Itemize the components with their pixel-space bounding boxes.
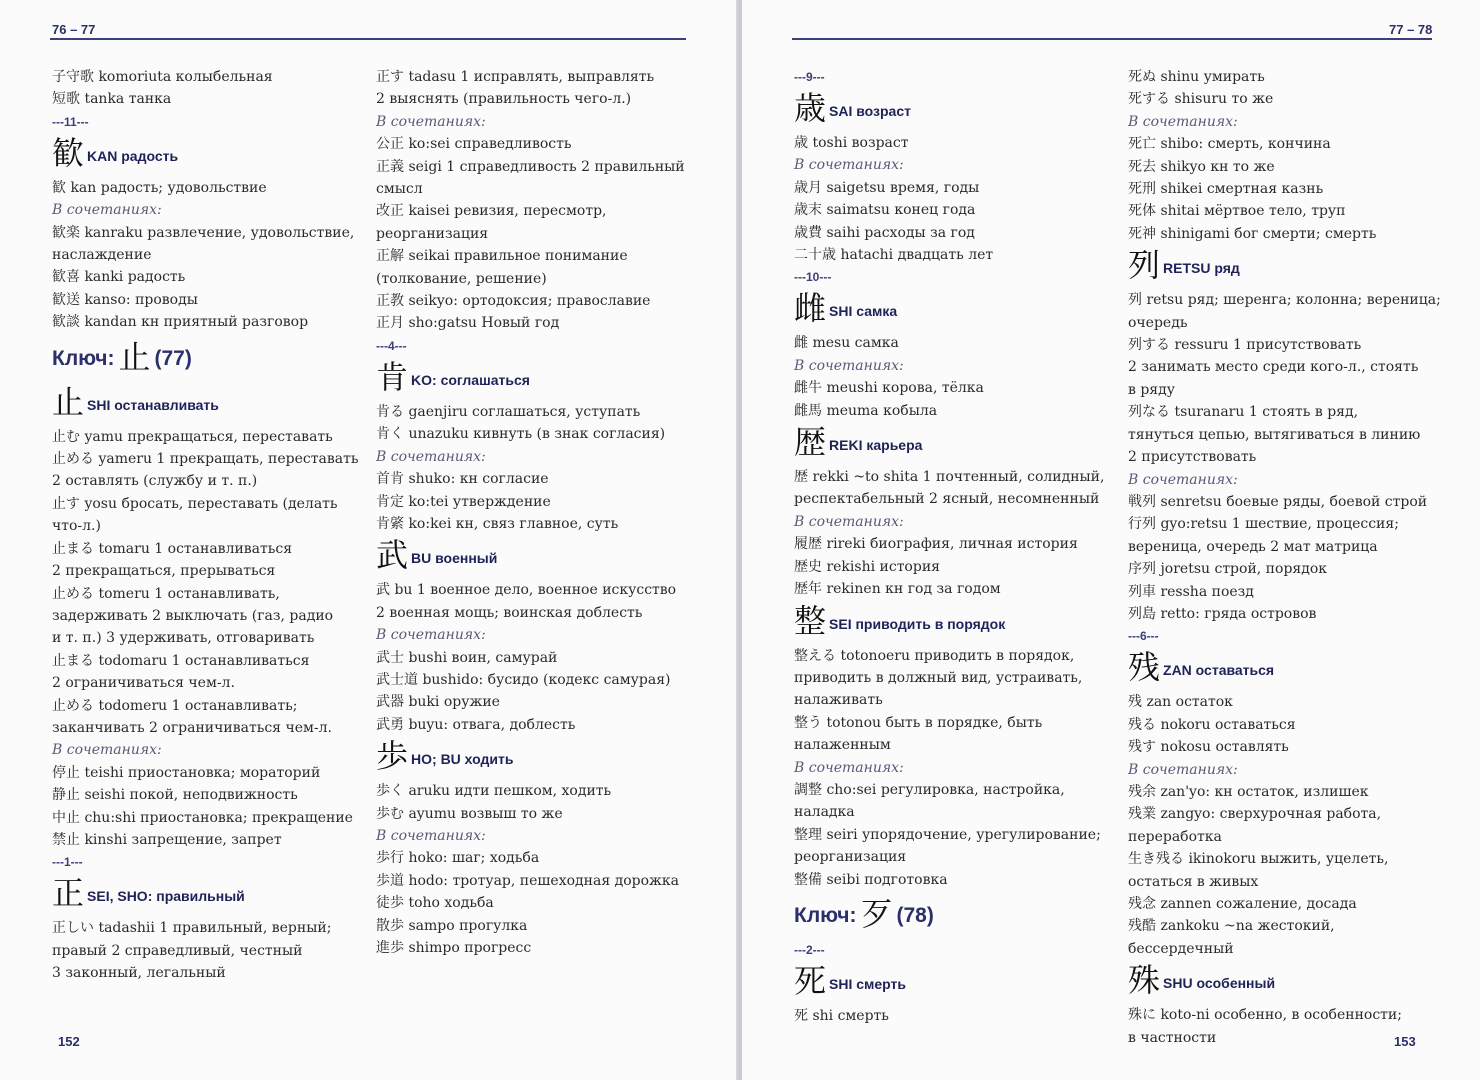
entry-line: 肯る gaenjiru соглашаться, уступать: [376, 403, 641, 420]
entry-line: 雌 mesu самка: [794, 335, 899, 352]
entry-line: 歳 toshi возраст: [794, 135, 909, 151]
entry-line: 履歴 rireki биография, личная история: [794, 536, 1078, 553]
entry-line: приводить в должный вид, устраивать,: [794, 669, 1083, 686]
radical-character: 歹: [860, 894, 893, 933]
right-header-rule: [792, 38, 1432, 40]
entry-line: 残る nokoru оставаться: [1128, 716, 1296, 733]
kanji-character: 死: [794, 961, 827, 1000]
entry-line: 改正 kaisei ревизия, пересмотр,: [376, 203, 607, 220]
entry-line: задерживать 2 выключать (газ, радио: [52, 607, 334, 624]
entry-line: 止める tomeru 1 останавливать,: [52, 585, 280, 602]
entry-line: наслаждение: [52, 247, 152, 264]
entry-line: остаться в живых: [1128, 873, 1259, 890]
entry-line: 歴 rekki ~to shita 1 почтенный, солидный,: [794, 469, 1105, 486]
entry-line: 歓喜 kanki радость: [52, 269, 186, 286]
kanji-character: 正: [52, 874, 85, 913]
entry-line: 列なる tsuranaru 1 стоять в ряд,: [1128, 404, 1359, 421]
entry-line: 残 zan остаток: [1128, 694, 1233, 711]
entry-line: 生き残る ikinokoru выжить, уцелеть,: [1128, 851, 1389, 868]
kanji-character: 残: [1128, 648, 1161, 687]
kanji-reading: SAI возраст: [829, 103, 911, 119]
kanji-reading: SHI самка: [829, 303, 898, 320]
kanji-character: 武: [376, 536, 409, 575]
entry-line: 歳月 saigetsu время, годы: [794, 179, 980, 196]
kanji-character: 雌: [794, 289, 827, 328]
entry-line: 停止 teishi приостановка; мораторий: [52, 764, 321, 781]
kanji-character: 肯: [376, 357, 409, 396]
entry-line: налаживать: [794, 692, 883, 709]
entry-line: 整備 seibi подготовка: [794, 871, 948, 888]
entry-line: 残念 zannen сожаление, досада: [1128, 896, 1357, 912]
kanji-headword: [794, 601, 1109, 645]
kanji-headword: [52, 133, 367, 177]
entry-line: смысл: [376, 181, 423, 198]
entry-line: 残業 zangyo: сверхурочная работа,: [1128, 806, 1382, 823]
kanji-character: 歴: [794, 423, 827, 462]
entry-line: что-л.): [52, 518, 101, 535]
entry-line: 止む yamu прекращаться, переставать: [52, 428, 333, 445]
entry-line: 止まる todomaru 1 останавливаться: [52, 652, 310, 669]
kanji-headword: [376, 535, 691, 579]
entry-line: 列島 retto: гряда островов: [1128, 605, 1317, 622]
entry-line: 整える totonoeru приводить в порядок,: [794, 647, 1075, 664]
entry-line: 列する ressuru 1 присутствовать: [1128, 337, 1362, 354]
radical-key-label: Ключ:: [794, 903, 857, 927]
entry-line: 歩行 hoko: шаг; ходьба: [376, 850, 540, 867]
kanji-headword: [794, 288, 1109, 332]
stroke-count-divider: ---9---: [794, 70, 825, 84]
entry-line: 列 retsu ряд; шеренга; колонна; вереница;: [1128, 292, 1441, 309]
entry-line: 静止 seishi покой, неподвижность: [52, 787, 298, 804]
entry-line: 雌馬 meuma кобыла: [794, 402, 938, 419]
radical-key-heading: [794, 891, 1109, 939]
radical-number: (77): [154, 346, 192, 370]
entry-line: 2 военная мощь; воинская доблесть: [376, 604, 643, 621]
entry-line: и т. п.) 3 удерживать, отговаривать: [52, 630, 315, 647]
entry-line: 死亡 shibo: смерть, кончина: [1128, 136, 1331, 153]
entry-line: 歓 kan радость; удовольствие: [52, 179, 267, 196]
entry-line: 残酷 zankoku ~na жестокий, бессердечный: [1128, 918, 1335, 957]
kanji-headword: [794, 88, 1109, 132]
entry-line: 2 занимать место среди кого-л., стоять: [1128, 359, 1419, 376]
entry-line: 死 shi смерть: [794, 1007, 889, 1024]
left-page: [0, 0, 738, 1080]
entry-line: 調整 cho:sei регулировка, настройка, наладка: [794, 781, 1065, 821]
entry-line: 首肯 shuko: кн согласие: [376, 471, 549, 488]
entry-line: 残す nokosu оставлять: [1128, 739, 1289, 756]
combinations-heading: В сочетаниях:: [376, 448, 486, 465]
entry-line: 二十歳 hatachi двадцать лет: [794, 247, 994, 264]
entry-line: 雌牛 meushi корова, тёлка: [794, 380, 984, 397]
entry-line: 正解 seikai правильное понимание: [376, 248, 628, 265]
entry-line: 止める yameru 1 прекращать, переставать: [52, 451, 359, 468]
combinations-heading: В сочетаниях:: [1128, 113, 1238, 130]
entry-line: реорганизация: [794, 849, 907, 866]
radical-key-label: Ключ:: [52, 346, 115, 370]
left-page-header: 76 – 77: [52, 22, 96, 37]
kanji-reading: KO: соглашаться: [411, 371, 530, 388]
kanji-reading: SEI приводить в порядок: [829, 615, 1006, 632]
entry-line: очередь: [1128, 314, 1188, 331]
entry-line: реорганизация: [376, 225, 489, 242]
kanji-character: 列: [1128, 246, 1161, 285]
stroke-count-divider: ---10---: [794, 270, 832, 285]
entry-line: правый 2 справедливый, честный: [52, 942, 303, 959]
entry-line: 短歌 tanka танка: [52, 91, 172, 108]
entry-line: 歴史 rekishi история: [794, 558, 940, 575]
entry-line: 歴年 rekinen кн год за годом: [794, 581, 1001, 598]
entry-line: 歩道 hodo: тротуар, пешеходная дорожка: [376, 872, 680, 889]
stroke-count-divider: ---4---: [376, 338, 407, 353]
entry-line: налаженным: [794, 737, 891, 754]
entry-line: заканчивать 2 ограничиваться чем-л.: [52, 719, 332, 736]
entry-line: 正教 seikyo: ортодоксия; православие: [376, 293, 651, 310]
entry-line: 武勇 buyu: отвага, доблесть: [376, 716, 576, 733]
combinations-heading: В сочетаниях:: [794, 357, 904, 374]
entry-line: 武器 buki оружие: [376, 694, 500, 711]
kanji-headword: [794, 422, 1109, 466]
kanji-headword: [794, 961, 1109, 1005]
entry-line: 正月 sho:gatsu Новый год: [376, 315, 560, 332]
entry-line: 歳末 saimatsu конец года: [794, 202, 976, 219]
combinations-heading: В сочетаниях:: [376, 627, 486, 644]
entry-line: 列車 ressha поезд: [1128, 583, 1254, 600]
entry-line: 死刑 shikei смертная казнь: [1128, 181, 1324, 198]
radical-number: (78): [896, 903, 934, 927]
entry-line: 武士道 bushido: бусидо (кодекс самурая): [376, 671, 671, 688]
stroke-count-divider: ---2---: [794, 942, 825, 957]
entry-line: 肯く unazuku кивнуть (в знак согласия): [376, 426, 666, 443]
entry-line: 歩む ayumu возвыш то же: [376, 805, 563, 822]
entry-line: 武 bu 1 военное дело, военное искусство: [376, 582, 677, 599]
combinations-heading: В сочетаниях:: [1128, 761, 1238, 778]
kanji-reading: SHU особенный: [1163, 975, 1276, 992]
entry-line: 2 ограничиваться чем-л.: [52, 675, 235, 692]
entry-line: 止める todomeru 1 останавливать;: [52, 697, 298, 714]
kanji-reading: SEI, SHO: правильный: [87, 888, 245, 905]
entry-line: 武士 bushi воин, самурай: [376, 649, 558, 666]
radical-key-heading: [52, 334, 367, 382]
entry-line: 死する shisuru то же: [1128, 91, 1274, 108]
entry-line: 2 оставлять (службу и т. п.): [52, 473, 258, 490]
entry-line: 正義 seigi 1 справедливость 2 правильный: [376, 158, 685, 175]
entry-line: 歓談 kandan кн приятный разговор: [52, 314, 309, 331]
kanji-headword: [52, 873, 367, 917]
right-column-1: [794, 66, 1109, 1027]
combinations-heading: В сочетаниях:: [52, 742, 162, 759]
combinations-heading: В сочетаниях:: [794, 513, 904, 530]
radical-character: 止: [118, 337, 151, 376]
entry-line: респектабельный 2 ясный, несомненный: [794, 491, 1100, 508]
combinations-heading: В сочетаниях:: [376, 827, 486, 844]
entry-line: 殊に koto-ni особенно, в особенности;: [1128, 1007, 1402, 1024]
left-column-2: [376, 66, 691, 959]
entry-line: 歓楽 kanraku развлечение, удовольствие,: [52, 224, 355, 241]
right-page-header: 77 – 78: [1389, 22, 1433, 37]
combinations-heading: В сочетаниях:: [52, 202, 162, 219]
kanji-headword: [1128, 647, 1443, 691]
right-page: [742, 0, 1480, 1080]
entry-line: 正す tadasu 1 исправлять, выправлять: [376, 69, 655, 85]
kanji-headword: [1128, 245, 1443, 289]
entry-line: 3 законный, легальный: [52, 965, 226, 982]
kanji-headword: [376, 736, 691, 780]
entry-line: 肯定 ko:tei утверждение: [376, 493, 551, 510]
kanji-reading: ZAN оставаться: [1163, 662, 1275, 679]
combinations-heading: В сочетаниях:: [376, 113, 486, 130]
combinations-heading: В сочетаниях:: [794, 759, 904, 776]
entry-line: в ряду: [1128, 381, 1175, 398]
entry-line: 2 присутствовать: [1128, 449, 1257, 466]
entry-line: 肯綮 ko:kei кн, связ главное, суть: [376, 515, 619, 532]
entry-line: 残余 zan'yo: кн остаток, излишек: [1128, 783, 1369, 800]
entry-line: 死体 shitai мёртвое тело, труп: [1128, 203, 1346, 220]
kanji-character: 歳: [794, 89, 827, 127]
stroke-count-divider: ---6---: [1128, 629, 1159, 644]
entry-line: 禁止 kinshi запрещение, запрет: [52, 831, 282, 848]
entry-line: 2 выяснять (правильность чего-л.): [376, 91, 632, 108]
combinations-heading: В сочетаниях:: [794, 157, 904, 174]
kanji-headword: [376, 357, 691, 401]
entry-line: (толкование, решение): [376, 270, 547, 287]
entry-line: 徒歩 toho ходьба: [376, 895, 494, 912]
entry-line: 正しい tadashii 1 правильный, верный;: [52, 920, 332, 937]
entry-line: 歳費 saihi расходы за год: [794, 224, 975, 241]
kanji-reading: SHI смерть: [829, 975, 907, 992]
left-page-number: 152: [58, 1034, 80, 1049]
kanji-character: 殊: [1128, 961, 1161, 1000]
entry-line: 中止 chu:shi приостановка; прекращение: [52, 809, 353, 826]
kanji-headword: [52, 382, 367, 426]
entry-line: 2 прекращаться, прерываться: [52, 563, 276, 580]
kanji-reading: HO; BU ходить: [411, 751, 514, 768]
entry-line: 子守歌 komoriuta колыбельная: [52, 69, 273, 85]
kanji-headword: [1128, 960, 1443, 1004]
entry-line: 戦列 senretsu боевые ряды, боевой строй: [1128, 493, 1428, 510]
left-header-rule: [50, 38, 686, 40]
entry-line: 歓送 kanso: проводы: [52, 291, 198, 308]
kanji-reading: SHI останавливать: [87, 396, 219, 413]
entry-line: 死去 shikyo кн то же: [1128, 158, 1275, 175]
entry-line: 序列 joretsu строй, порядок: [1128, 561, 1328, 578]
entry-line: вереница, очередь 2 мат матрица: [1128, 538, 1378, 555]
left-column-1: [52, 66, 367, 985]
entry-line: 整理 seiri упорядочение, урегулирование;: [794, 826, 1101, 843]
stroke-count-divider: ---11---: [52, 114, 89, 129]
entry-line: 公正 ko:sei справедливость: [376, 136, 572, 153]
kanji-character: 止: [52, 382, 85, 421]
entry-line: 止まる tomaru 1 останавливаться: [52, 540, 293, 557]
entry-line: 死ぬ shinu умирать: [1128, 69, 1265, 85]
entry-line: 歩く aruku идти пешком, ходить: [376, 783, 612, 800]
combinations-heading: В сочетаниях:: [1128, 471, 1238, 488]
kanji-character: 歓: [52, 133, 85, 172]
right-column-2: [1128, 66, 1443, 1049]
kanji-reading: REKI карьера: [829, 437, 923, 454]
kanji-character: 整: [794, 601, 827, 640]
entry-line: 整う totonou быть в порядке, быть: [794, 714, 1043, 731]
kanji-reading: KAN радость: [87, 147, 179, 164]
entry-line: 死神 shinigami бог смерти; смерть: [1128, 225, 1377, 242]
kanji-reading: RETSU ряд: [1163, 260, 1240, 277]
right-page-number: 153: [1394, 1034, 1416, 1049]
entry-line: тянуться цепью, вытягиваться в линию: [1128, 426, 1421, 443]
kanji-reading: BU военный: [411, 550, 498, 567]
entry-line: 止す yosu бросать, переставать (делать: [52, 495, 338, 512]
entry-line: в частности: [1128, 1029, 1217, 1046]
entry-line: 行列 gyo:retsu 1 шествие, процессия;: [1128, 516, 1399, 533]
entry-line: 散歩 sampo прогулка: [376, 917, 528, 934]
kanji-character: 歩: [376, 737, 409, 776]
stroke-count-divider: ---1---: [52, 855, 83, 870]
entry-line: 進歩 shimpo прогресс: [376, 940, 532, 956]
entry-line: переработка: [1128, 828, 1222, 845]
